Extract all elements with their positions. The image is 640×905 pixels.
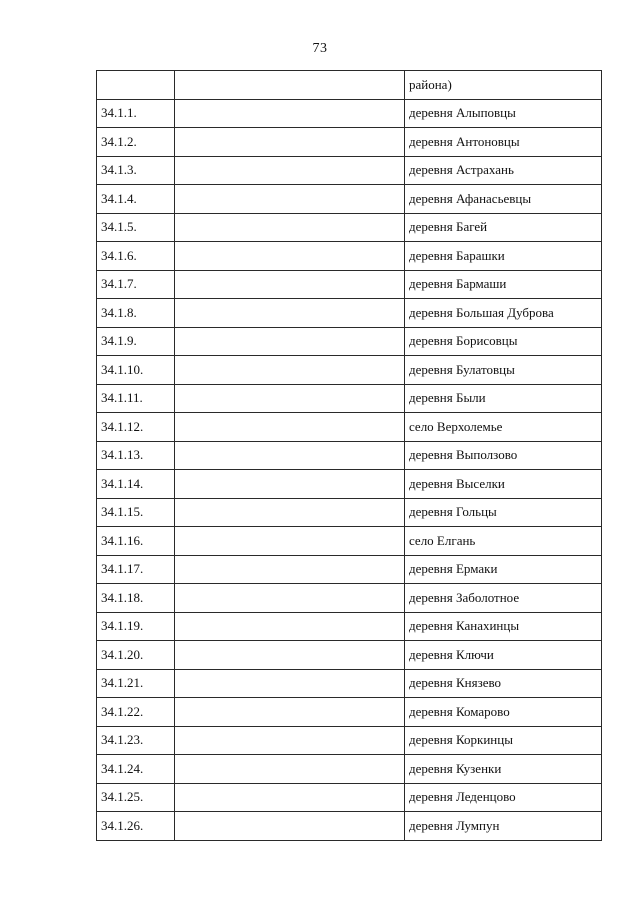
code-cell: 34.1.25. <box>97 783 175 812</box>
middle-cell <box>175 270 405 299</box>
table-row <box>97 299 602 328</box>
middle-cell <box>175 698 405 727</box>
middle-cell <box>175 441 405 470</box>
name-cell: деревня Князево <box>405 669 602 698</box>
name-cell: деревня Ключи <box>405 641 602 670</box>
name-cell: деревня Алыповцы <box>405 99 602 128</box>
middle-cell <box>175 413 405 442</box>
name-cell: деревня Булатовцы <box>405 356 602 385</box>
middle-cell <box>175 470 405 499</box>
name-cell: деревня Ермаки <box>405 555 602 584</box>
name-cell: деревня Борисовцы <box>405 327 602 356</box>
name-cell: деревня Леденцово <box>405 783 602 812</box>
table-row <box>97 498 602 527</box>
code-cell: 34.1.20. <box>97 641 175 670</box>
code-cell: 34.1.2. <box>97 128 175 157</box>
middle-cell <box>175 71 405 100</box>
table-row <box>97 213 602 242</box>
name-cell: деревня Бармаши <box>405 270 602 299</box>
middle-cell <box>175 213 405 242</box>
table-row <box>97 755 602 784</box>
table-row-continuation <box>97 71 602 100</box>
table-row <box>97 441 602 470</box>
name-cell: деревня Афанасьевцы <box>405 185 602 214</box>
name-cell: деревня Коркинцы <box>405 726 602 755</box>
middle-cell <box>175 327 405 356</box>
table-row <box>97 669 602 698</box>
table-row <box>97 327 602 356</box>
table-row <box>97 99 602 128</box>
code-cell: 34.1.10. <box>97 356 175 385</box>
name-cell: деревня Гольцы <box>405 498 602 527</box>
name-cell: деревня Багей <box>405 213 602 242</box>
middle-cell <box>175 384 405 413</box>
name-cell: деревня Кузенки <box>405 755 602 784</box>
name-cell: деревня Комарово <box>405 698 602 727</box>
table-row <box>97 527 602 556</box>
table-row <box>97 612 602 641</box>
code-cell: 34.1.21. <box>97 669 175 698</box>
code-cell: 34.1.11. <box>97 384 175 413</box>
settlements-table <box>96 70 602 841</box>
table-row <box>97 641 602 670</box>
name-cell: деревня Большая Дуброва <box>405 299 602 328</box>
name-cell: село Елгань <box>405 527 602 556</box>
name-cell: деревня Выселки <box>405 470 602 499</box>
code-cell: 34.1.16. <box>97 527 175 556</box>
code-cell: 34.1.6. <box>97 242 175 271</box>
code-cell: 34.1.9. <box>97 327 175 356</box>
code-cell: 34.1.17. <box>97 555 175 584</box>
table-row <box>97 384 602 413</box>
table-row <box>97 270 602 299</box>
code-cell: 34.1.26. <box>97 812 175 841</box>
table-row <box>97 726 602 755</box>
middle-cell <box>175 584 405 613</box>
middle-cell <box>175 726 405 755</box>
table-row <box>97 156 602 185</box>
code-cell: 34.1.18. <box>97 584 175 613</box>
table-row <box>97 698 602 727</box>
table-row <box>97 555 602 584</box>
code-cell: 34.1.24. <box>97 755 175 784</box>
middle-cell <box>175 641 405 670</box>
code-cell: 34.1.23. <box>97 726 175 755</box>
table-row <box>97 356 602 385</box>
middle-cell <box>175 99 405 128</box>
code-cell <box>97 71 175 100</box>
code-cell: 34.1.12. <box>97 413 175 442</box>
code-cell: 34.1.15. <box>97 498 175 527</box>
name-cell: деревня Антоновцы <box>405 128 602 157</box>
middle-cell <box>175 555 405 584</box>
name-cell: село Верхолемье <box>405 413 602 442</box>
code-cell: 34.1.22. <box>97 698 175 727</box>
middle-cell <box>175 755 405 784</box>
code-cell: 34.1.5. <box>97 213 175 242</box>
name-cell: деревня Астрахань <box>405 156 602 185</box>
middle-cell <box>175 356 405 385</box>
code-cell: 34.1.3. <box>97 156 175 185</box>
table-row <box>97 128 602 157</box>
table-row <box>97 812 602 841</box>
middle-cell <box>175 185 405 214</box>
middle-cell <box>175 498 405 527</box>
name-cell: деревня Были <box>405 384 602 413</box>
table-row <box>97 470 602 499</box>
middle-cell <box>175 527 405 556</box>
name-cell: деревня Лумпун <box>405 812 602 841</box>
middle-cell <box>175 812 405 841</box>
name-cell: деревня Канахинцы <box>405 612 602 641</box>
code-cell: 34.1.8. <box>97 299 175 328</box>
code-cell: 34.1.13. <box>97 441 175 470</box>
middle-cell <box>175 669 405 698</box>
middle-cell <box>175 612 405 641</box>
table-body <box>97 71 602 841</box>
code-cell: 34.1.1. <box>97 99 175 128</box>
name-cell: деревня Выползово <box>405 441 602 470</box>
code-cell: 34.1.7. <box>97 270 175 299</box>
name-cell: района) <box>405 71 602 100</box>
code-cell: 34.1.14. <box>97 470 175 499</box>
table-row <box>97 185 602 214</box>
name-cell: деревня Заболотное <box>405 584 602 613</box>
table-row <box>97 584 602 613</box>
middle-cell <box>175 783 405 812</box>
middle-cell <box>175 156 405 185</box>
name-cell: деревня Барашки <box>405 242 602 271</box>
code-cell: 34.1.4. <box>97 185 175 214</box>
page-number: 73 <box>312 41 328 56</box>
middle-cell <box>175 299 405 328</box>
table-row <box>97 783 602 812</box>
middle-cell <box>175 242 405 271</box>
table-row <box>97 242 602 271</box>
code-cell: 34.1.19. <box>97 612 175 641</box>
table-row <box>97 413 602 442</box>
middle-cell <box>175 128 405 157</box>
